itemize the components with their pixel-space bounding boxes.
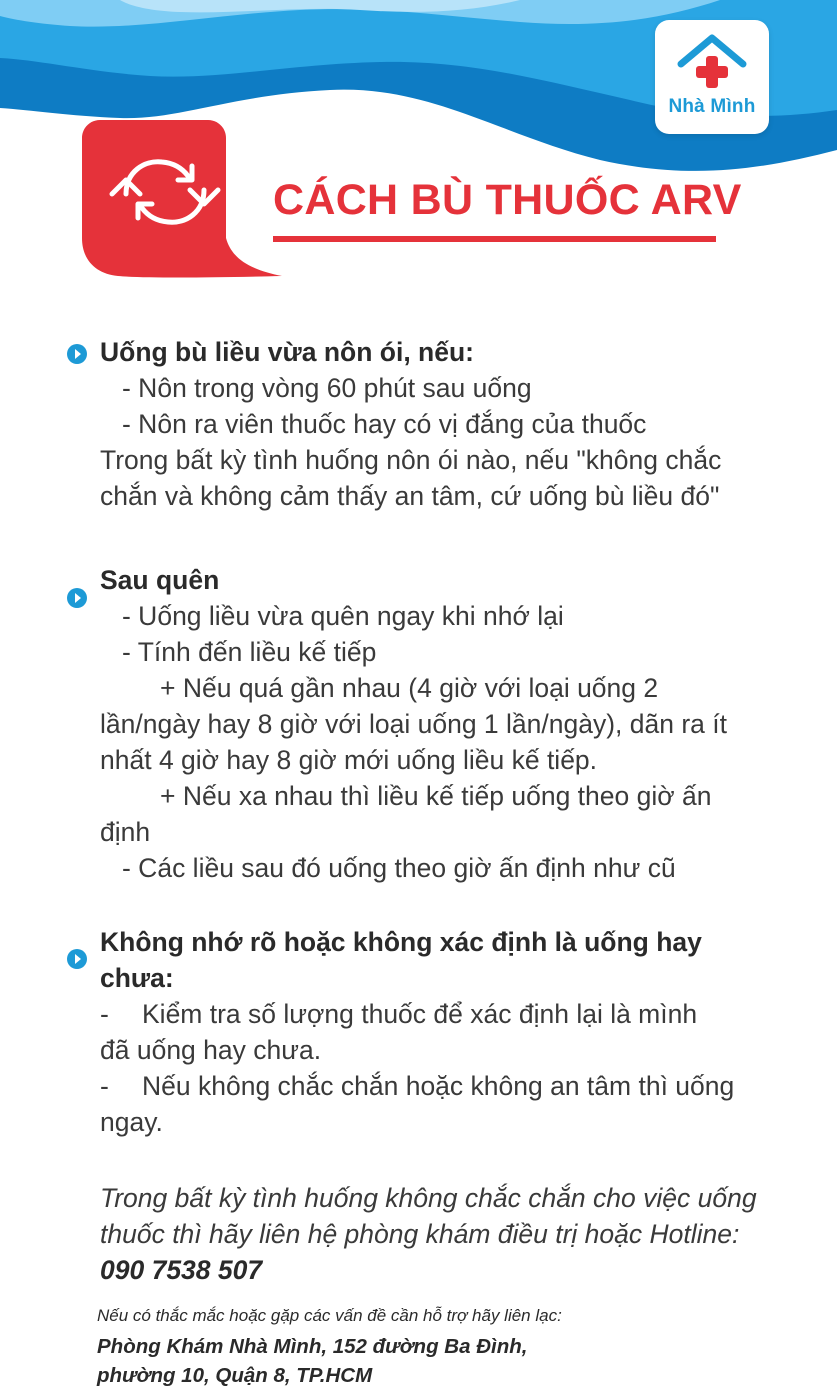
list-item: - Uống liều vừa quên ngay khi nhớ lại	[122, 601, 564, 631]
list-item	[100, 996, 720, 1068]
section-heading: Sau quên	[100, 565, 220, 595]
dash-marker: -	[100, 999, 109, 1029]
house-cross-icon	[675, 32, 749, 94]
footer-address	[97, 1332, 527, 1390]
sub-item: + Nếu quá gần nhau (4 giờ với loại uống 2 lần/ngày hay 8 giờ với loại uống 1 lần/ngày), dãn ra ít nhất 4 giờ hay 8 giờ mới uống liều kế tiếp.	[100, 673, 727, 775]
main-content	[100, 334, 780, 1288]
section-paragraph: Trong bất kỳ tình huống nôn ói nào, nếu "không chắc chắn và không cảm thấy an tâm, cứ uống bù liều đó"	[100, 445, 722, 511]
title-badge	[82, 120, 282, 280]
list-item	[100, 1068, 760, 1140]
page-title: CÁCH BÙ THUỐC ARV	[273, 176, 742, 224]
hotline-number[interactable]: 090 7538 507	[100, 1255, 263, 1285]
section-bullet-icon	[66, 587, 88, 609]
address-line: Phòng Khám Nhà Mình, 152 đường Ba Đình,	[97, 1335, 528, 1358]
title-underline	[273, 236, 716, 242]
list-item-text: Kiểm tra số lượng thuốc để xác định lại là mình đã uống hay chưa.	[100, 999, 698, 1065]
list-item: - Nôn ra viên thuốc hay có vị đắng của thuốc	[122, 409, 647, 439]
list-item: - Các liều sau đó uống theo giờ ấn định như cũ	[122, 853, 676, 883]
list-item-text: Nếu không chắc chắn hoặc không an tâm thì uống ngay.	[100, 1071, 735, 1137]
address-line: phường 10, Quận 8, TP.HCM	[97, 1364, 373, 1387]
brand-name: Nhà Mình	[668, 96, 756, 117]
sub-item: + Nếu xa nhau thì liều kế tiếp uống theo giờ ấn định	[100, 781, 712, 847]
closing-paragraph	[100, 1180, 770, 1288]
section-heading: Không nhớ rõ hoặc không xác định là uống hay chưa:	[100, 927, 702, 993]
section-heading: Uống bù liều vừa nôn ói, nếu:	[100, 337, 474, 367]
dash-marker: -	[100, 1071, 109, 1101]
section-bullet-icon	[66, 343, 88, 365]
list-item: - Nôn trong vòng 60 phút sau uống	[122, 373, 532, 403]
footer-note: Nếu có thắc mắc hoặc gặp các vấn đề cần hỗ trợ hãy liên lạc:	[97, 1306, 562, 1325]
list-item: - Tính đến liều kế tiếp	[122, 637, 377, 667]
brand-logo[interactable]	[655, 20, 769, 134]
section-bullet-icon	[66, 948, 88, 970]
closing-text: Trong bất kỳ tình huống không chắc chắn cho việc uống thuốc thì hãy liên hệ phòng khám điều trị hoặc Hotline:	[100, 1183, 757, 1249]
